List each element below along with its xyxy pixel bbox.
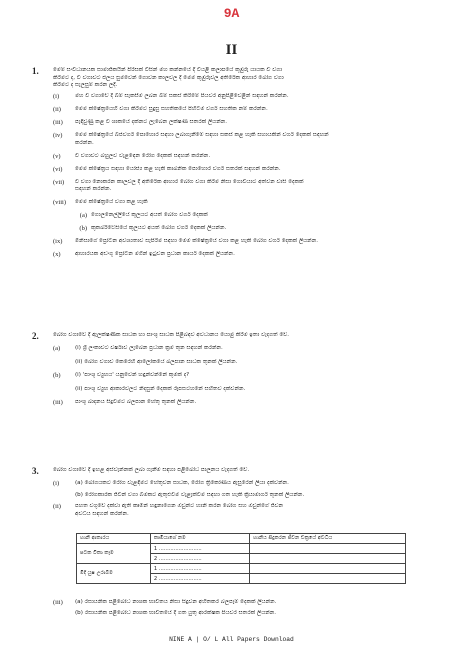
- text-line: (i) ශ්‍රී ලංකාවට වර්ෂාව ලැබෙන ප්‍රධාන ක්‍රම තුන සඳහන් කරන්න.: [75, 345, 223, 351]
- item-label: (b): [53, 372, 61, 379]
- table-group-cell: මිදි යුෂ උරාබීම: [77, 564, 151, 584]
- question-item: [53, 386, 431, 394]
- question-2-number: 2.: [32, 331, 39, 341]
- text-line: මිනිසාගේ ප්‍රෝටීන අවශ්‍යතාව සැපිරීම සඳහා මෙම ක්ෂේත්‍රයේ වගා කළ හැකි බෝග වර්ග දෙකක් ලියන්න.: [75, 238, 319, 244]
- table-cell: [250, 554, 406, 564]
- item-label: (vii): [53, 178, 65, 186]
- text-line: කිරීමට ද, වී වගාවට ජලය සුමවෙන් ගොවන කාලවල දී මෙම කුඹුරුවල අතිරේක ආහාර බෝග වගා: [53, 74, 284, 81]
- page-footer: NINE A | O/ L All Papers Download: [169, 636, 294, 643]
- table-cell: [250, 574, 406, 584]
- text-line: ගොලනෙල්ලියේ කුලයට අයත් බෝග වර්ග දෙකක්: [91, 212, 208, 218]
- text-line: මෙම ක්ෂේත්‍රයෙහි වගා කිරීමට සුදුසු සහතිකයේ පිහිටීම වර්ග සහතික නම් කරන්න.: [75, 106, 268, 112]
- text-line: (b) රසායනික පළිබෝධ නාශක භාවිතයේ දී ගත යුතු ආරක්ෂක පියවර සතරක් ලියන්න.: [75, 609, 277, 616]
- question-2-items: [53, 345, 431, 413]
- question-item: [53, 372, 431, 380]
- question-3-number: 3.: [32, 466, 39, 476]
- question-item: [53, 503, 431, 518]
- item-label: (ii): [53, 503, 61, 510]
- text-line: (a) බෝගයකට රෝග වැළඳීමට හේතුවන සාධක, රෝග ත්‍රිකෝණය ඇසුරෙන් ලියා දක්වන්න.: [75, 480, 289, 486]
- item-label: (a): [79, 212, 87, 219]
- text-line: කරන්න.: [75, 139, 94, 146]
- question-item: [53, 212, 431, 220]
- text-line: මෙම ක්ෂේත්‍රයේ වගා කළ හැකි: [75, 199, 148, 205]
- text-line: අවධිය සඳහන් කරන්න.: [75, 510, 129, 517]
- item-label: (ix): [53, 238, 63, 245]
- question-1-intro: [53, 67, 431, 90]
- text-line: වී වගා නොකරන කාලවල දී අතිරේක ආහාර බෝග වගා කිරීම නිසා ගොවියාට අත්වන වාසි දෙකක්: [75, 178, 304, 185]
- item-label: (ii): [53, 106, 61, 113]
- item-label: (iii): [53, 119, 63, 126]
- table-header: හානිය සිදුකරන ජීවන චක්‍රයේ අවධිය: [250, 534, 406, 544]
- text-line: සඳහන් කරන්න.: [75, 186, 112, 192]
- question-1-number: 1.: [32, 66, 39, 76]
- text-line: ආහාරයක අඩංගු ප්‍රෝටීන මගින් ඉටුවන ප්‍රධාන කාර්ය දෙකක් ලියන්න.: [75, 251, 235, 257]
- question-item: [53, 119, 431, 127]
- question-item: [53, 480, 431, 488]
- text-line: බෝග වගාවේ දී ඉහළ අස්වැන්නක් ලබා ගැනීම සඳහා පළිබෝධ පාලනය වැදගත් වේ.: [53, 467, 250, 473]
- item-label: (b): [79, 225, 87, 232]
- question-3-intro: [53, 467, 431, 475]
- question-item: [53, 132, 431, 147]
- item-label: [53, 492, 75, 500]
- item-label: (vi): [53, 165, 63, 173]
- text-line: (a) රසායනික පළිබෝධ නාශක භාවිතය නිසා සිදුවන අහිතකර බලපෑම් දෙකක් ලියන්න.: [75, 599, 277, 605]
- item-label: (iii): [53, 599, 63, 606]
- page-tag: 9A: [223, 6, 240, 21]
- question-item: [53, 166, 431, 174]
- table-row: [77, 564, 406, 574]
- text-line: (ii) පාංශු ව්‍යුහ ආකාරවලට නිදසුන් දෙකක් රූපසටහනේ සහිතව දක්වන්න.: [75, 385, 246, 392]
- question-2-intro: [53, 332, 431, 340]
- question-item: [53, 199, 431, 207]
- text-line: මෙම ක්ෂේත්‍රය සඳහා යෝජ්‍ය කළ හැකි කාබනික පොහොර වර්ග සතරක් සඳහන් කරන්න.: [75, 165, 281, 172]
- text-line: (i) 'පාංශු ව්‍යුහය' යනුවෙන් හඳුන්වන්නේ කුමක් ද?: [75, 372, 190, 378]
- table-cell: [250, 564, 406, 574]
- text-line: (ii) බෝග වගාව කෙරෙහි ආලෝකයේ බලපාන සාධක තුනක් ලියන්න.: [75, 358, 238, 365]
- question-item: [53, 599, 431, 607]
- question-3-tail: [53, 599, 431, 620]
- text-line: කිරීමට ද සැලසුම් කරන ලදී.: [53, 82, 118, 88]
- item-label: (viii): [53, 199, 66, 206]
- question-item: [53, 610, 431, 618]
- text-line: පාංශු ඛාදනය සිදුවීමට බලපාන හේතු තුනක් ලියන්න.: [75, 399, 197, 405]
- table-cell: 2 ..........................: [150, 574, 249, 584]
- table-row: [77, 544, 406, 554]
- question-item: [53, 251, 431, 259]
- item-label: (i): [53, 93, 60, 100]
- text-line: (b) රෝගකාරක ජීවීන් වගා බිමකට ඇතුළුවීම වැළැක්වීම සඳහා ගත හැකි ක්‍රියාමාර්ග තුනක් ලියන්න.: [75, 491, 305, 498]
- text-line: වී වගාවට බහුලව වැළඳෙන රෝග දෙකක් සඳහන් කරන්න.: [75, 152, 211, 159]
- text-line: පැඳිවුණු කළ වී ශාකයේ දක්නට ලැබෙන ලක්ෂණ සතරක් ලියන්න.: [75, 119, 228, 125]
- table-cell: 1 ..........................: [150, 564, 249, 574]
- item-label: (v): [53, 152, 61, 160]
- item-label: (i): [53, 480, 60, 487]
- text-line: බෝග වගාවේ දී ඇලක්ෂණික සාධක හා පාංශු සාධක පිළිබඳව අවධානය යොමු කිරීම ඉතා වැදගත් වේ.: [53, 332, 290, 338]
- insect-damage-table: [76, 533, 406, 584]
- table-cell: 1 ..........................: [150, 544, 249, 554]
- item-label: [53, 610, 75, 618]
- question-item: [53, 492, 431, 500]
- question-item: [53, 179, 431, 194]
- table-cell: [250, 544, 406, 554]
- table-cell: 2 ..........................: [150, 554, 249, 564]
- text-line: කුකර්බිටේසියේ කුලයට අයත් බෝග වර්ග දෙකක් ලියන්න.: [91, 225, 227, 231]
- item-label: [53, 359, 75, 367]
- text-line: මහ වී වගාවේ දී බිම් සැකසීම ලබන බිම් සකස් කිරීමේ පියවර අනුපිළිවෙළින් සඳහන් කරන්න.: [75, 93, 289, 99]
- question-item: [53, 345, 431, 353]
- table-group-cell: පටක විකා කෑම: [77, 544, 151, 564]
- question-3-items: [53, 480, 431, 522]
- question-item: [53, 93, 431, 101]
- table-header: කෘමියාගේ නම: [150, 534, 249, 544]
- question-1-items: [53, 93, 431, 264]
- item-label: [53, 386, 75, 394]
- text-line: පහත වගුවේ දක්වා ඇති කෘමීන් හඳුනාගෙන ඔවුන්ට හානි කරන බෝග සහ ඔවුන්ගේ ජීවන: [75, 503, 284, 509]
- item-label: (x): [53, 251, 61, 258]
- question-item: [53, 238, 431, 246]
- question-item: [53, 106, 431, 114]
- section-title: II: [225, 42, 238, 58]
- item-label: (a): [53, 345, 61, 352]
- item-label: (iii): [53, 399, 63, 406]
- question-item: [53, 399, 431, 407]
- question-item: [53, 225, 431, 233]
- table-header: හානි ආකාරය: [77, 534, 151, 544]
- text-line: මෙම් සංවිධානයක සාමාජිකයින් පිරිසක් විසින් මහ කන්නයේ දී වියළි කලාපයේ කුඹුරු යායක වී වගා: [53, 67, 283, 73]
- text-line: මෙම ක්ෂේත්‍රයේ බීජවර්ග පොහොර සඳහා ලබාගැනීමේ සඳහා සකස් කළ හැකි සහායකින් වර්ග දෙකක් සඳහන්: [75, 132, 329, 138]
- item-label: (iv): [53, 132, 63, 139]
- question-item: [53, 359, 431, 367]
- question-item: [53, 153, 431, 161]
